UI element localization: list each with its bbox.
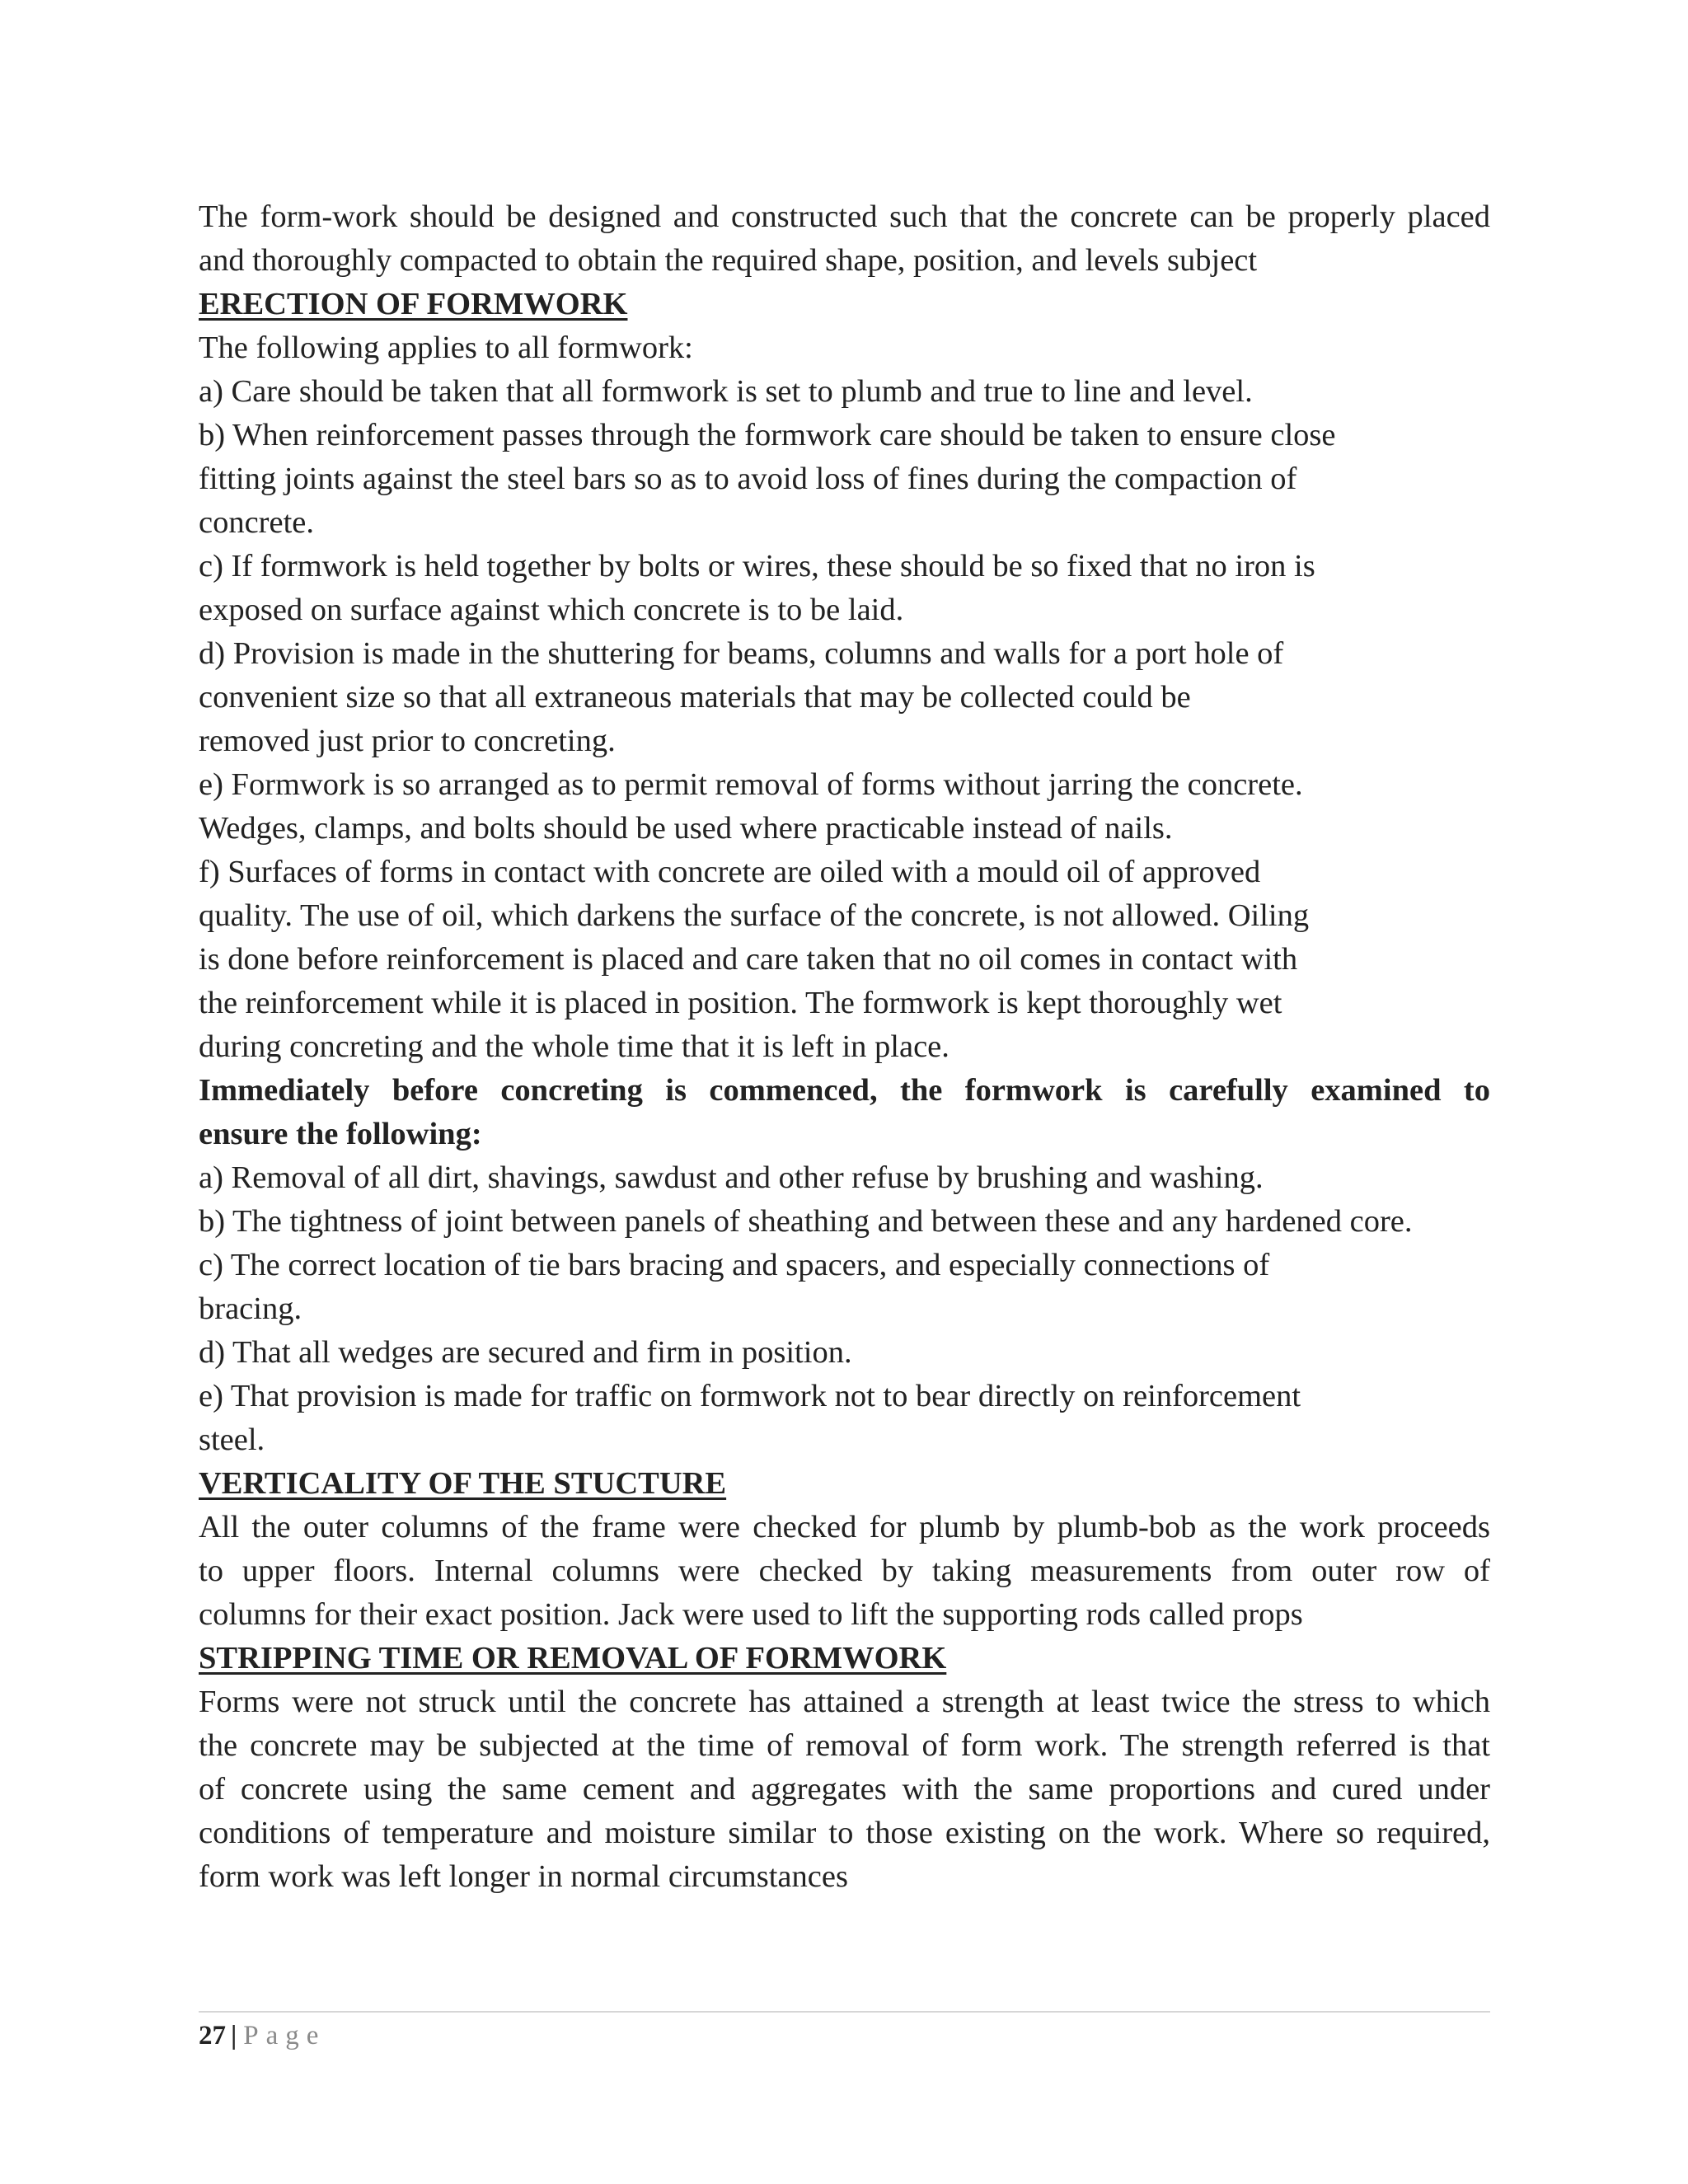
text-line: conditions of temperature and moisture similar to those existing on the work. Where so required, [199, 1816, 1490, 1850]
text-line: the concrete may be subjected at the time of removal of form work. The strength referred is that [199, 1728, 1490, 1763]
text-line: and thoroughly compacted to obtain the required shape, position, and levels subject [199, 243, 1258, 278]
list-line: f) Surfaces of forms in contact with concrete are oiled with a mould oil of approved [199, 855, 1261, 889]
page-footer [199, 2018, 326, 2054]
list-line: is done before reinforcement is placed and care taken that no oil comes in contact with [199, 942, 1298, 977]
list-line: convenient size so that all extraneous materials that may be collected could be [199, 680, 1191, 715]
list-line: during concreting and the whole time that it is left in place. [199, 1029, 950, 1064]
page-number: 27 [199, 2021, 226, 2050]
footer-separator: | [231, 2021, 237, 2050]
list-line: Wedges, clamps, and bolts should be used where practicable instead of nails. [199, 811, 1173, 846]
check-list [199, 1156, 1490, 1462]
intro-paragraph [199, 195, 1490, 283]
verticality-paragraph [199, 1506, 1490, 1637]
text-line: form work was left longer in normal circumstances [199, 1859, 848, 1894]
text-line: The form-work should be designed and constructed such that the concrete can be properly placed [199, 199, 1490, 234]
section-heading-verticality [199, 1462, 1490, 1506]
list-line: e) Formwork is so arranged as to permit removal of forms without jarring the concrete. [199, 767, 1303, 802]
list-line: d) Provision is made in the shuttering for beams, columns and walls for a port hole of [199, 636, 1284, 671]
text-line: Forms were not struck until the concrete has attained a strength at least twice the stress to which [199, 1685, 1490, 1719]
heading-text: ERECTION OF FORMWORK [199, 287, 628, 321]
heading-text: VERTICALITY OF THE STUCTURE [199, 1466, 727, 1501]
list-line: quality. The use of oil, which darkens the surface of the concrete, is not allowed. Oiling [199, 898, 1310, 933]
list-line: removed just prior to concreting. [199, 724, 616, 758]
text-line: to upper floors. Internal columns were checked by taking measurements from outer row of [199, 1554, 1490, 1588]
heading-text: STRIPPING TIME OR REMOVAL OF FORMWORK [199, 1641, 947, 1675]
bold-line: ensure the following: [199, 1117, 482, 1151]
list-line: c) The correct location of tie bars bracing and spacers, and especially connections of [199, 1248, 1270, 1282]
erection-intro: The following applies to all formwork: [199, 330, 693, 365]
page-body [199, 195, 1490, 1899]
page-label: Page [243, 2021, 326, 2050]
list-line: a) Care should be taken that all formwork is set to plumb and true to line and level. [199, 374, 1253, 409]
text-line: columns for their exact position. Jack were used to lift the supporting rods called props [199, 1597, 1303, 1632]
bold-line: Immediately before concreting is commenced, the formwork is carefully examined to [199, 1073, 1490, 1108]
stripping-paragraph [199, 1680, 1490, 1899]
list-line: b) The tightness of joint between panels of sheathing and between these and any hardened core. [199, 1204, 1413, 1239]
list-line: b) When reinforcement passes through the formwork care should be taken to ensure close [199, 418, 1336, 452]
list-line: concrete. [199, 505, 314, 540]
bold-statement [199, 1069, 1490, 1156]
section-heading-stripping [199, 1637, 1490, 1680]
list-line: c) If formwork is held together by bolts or wires, these should be so fixed that no iron is [199, 549, 1315, 583]
footer-divider [199, 2011, 1490, 2013]
list-line: steel. [199, 1422, 265, 1457]
list-line: bracing. [199, 1291, 302, 1326]
list-line: fitting joints against the steel bars so as to avoid loss of fines during the compaction of [199, 462, 1297, 496]
section-heading-erection [199, 283, 1490, 326]
text-line: of concrete using the same cement and aggregates with the same proportions and cured under [199, 1772, 1490, 1807]
list-line: e) That provision is made for traffic on formwork not to bear directly on reinforcement [199, 1379, 1301, 1413]
text-line: All the outer columns of the frame were checked for plumb by plumb-bob as the work proceeds [199, 1510, 1490, 1544]
list-line: the reinforcement while it is placed in position. The formwork is kept thoroughly wet [199, 986, 1282, 1020]
erection-list [199, 370, 1490, 1069]
list-line: exposed on surface against which concrete is to be laid. [199, 593, 904, 627]
list-line: d) That all wedges are secured and firm in position. [199, 1335, 852, 1370]
list-line: a) Removal of all dirt, shavings, sawdust and other refuse by brushing and washing. [199, 1160, 1264, 1195]
